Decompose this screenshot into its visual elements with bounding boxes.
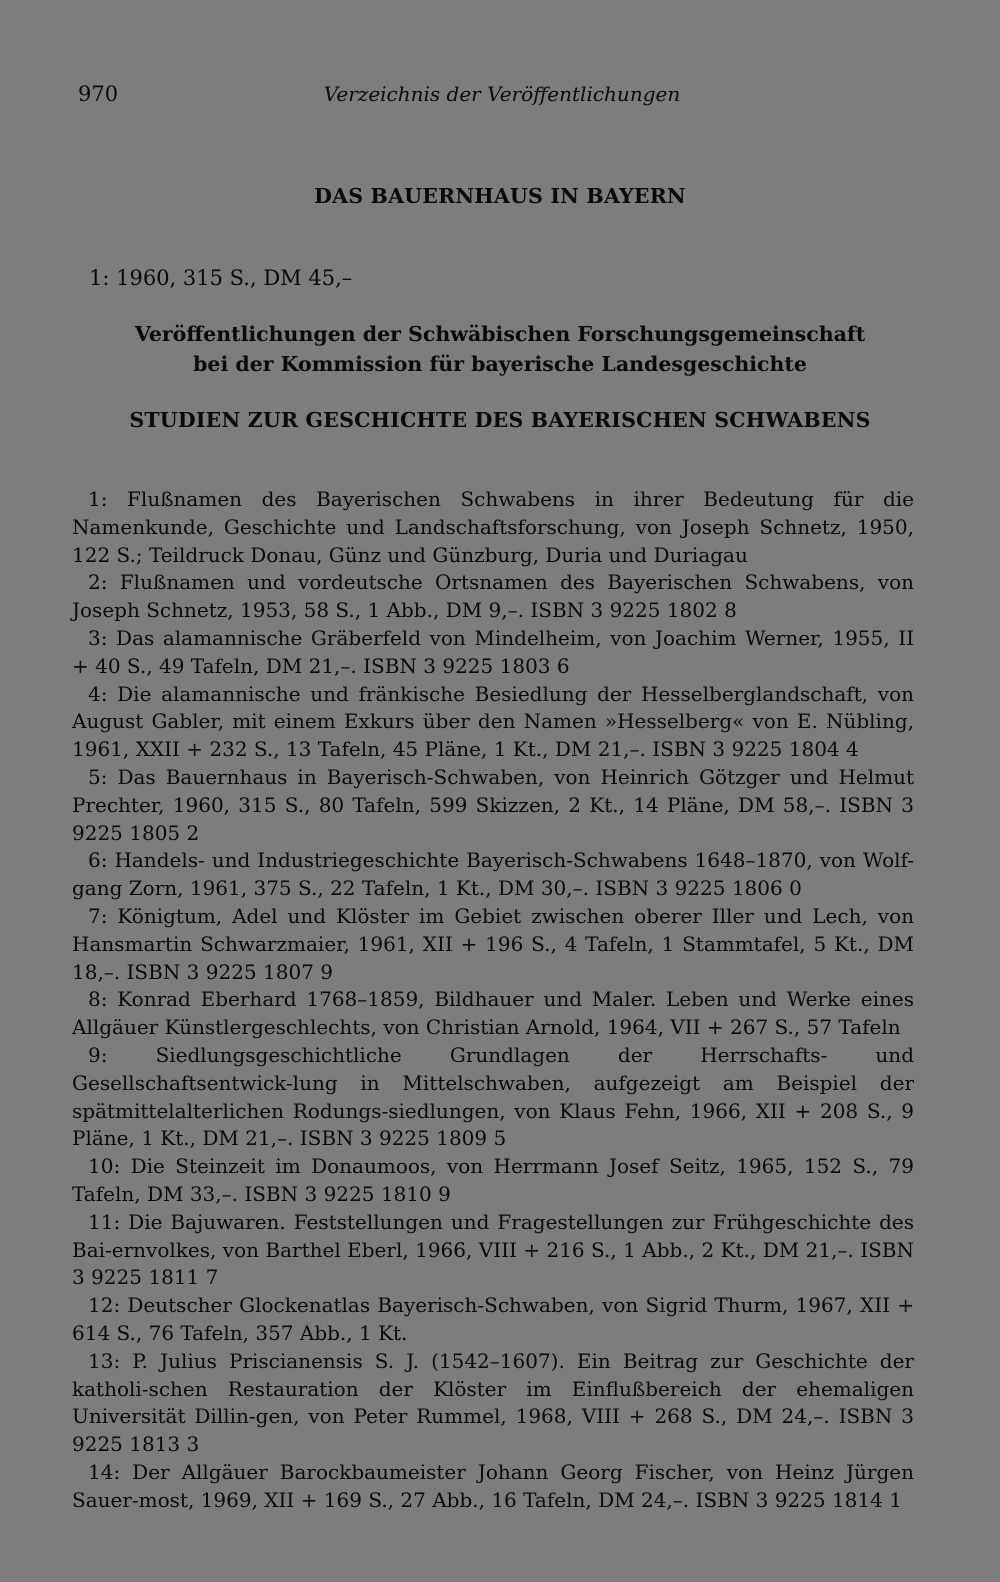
studies-title: STUDIEN ZUR GESCHICHTE DES BAYERISCHEN SCHWABENS — [129, 408, 871, 432]
publication-entry: 9: Siedlungsgeschichtliche Grundlagen der Herrschafts- und Gesellschaftsentwick-lung in Mittelschwaben, aufgezeigt am Beispiel der spätmittelalterlichen Rodungs-siedlungen, von Klaus Fehn, 1966, XII + 208 S., 9 Pläne, 1 Kt., DM 21,–. ISBN 3 9225 1809 5 — [72, 1042, 914, 1151]
running-head — [78, 82, 910, 112]
running-title: Verzeichnis der Veröffentlichungen — [323, 82, 681, 106]
series-title: DAS BAUERNHAUS IN BAYERN — [314, 184, 686, 208]
publication-entry: 10: Die Steinzeit im Donaumoos, von Herrmann Josef Seitz, 1965, 152 S., 79 Tafeln, DM 33,–. ISBN 3 9225 1810 9 — [72, 1154, 914, 1206]
publication-entry: 8: Konrad Eberhard 1768–1859, Bildhauer und Maler. Leben und Werke eines Allgäuer Künstlergeschlechts, von Christian Arnold, 1964, VII + 267 S., 57 Tafeln — [72, 987, 914, 1040]
organization-line-1: Veröffentlichungen der Schwäbischen Forschungsgemeinschaft — [134, 322, 866, 346]
organization-line-2: bei der Kommission für bayerische Landesgeschichte — [193, 352, 807, 376]
publication-entry: 6: Handels- und Industriegeschichte Bayerisch-Schwabens 1648–1870, von Wolf-gang Zorn, 1961, 375 S., 22 Tafeln, 1 Kt., DM 30,–. ISBN 3 9225 1806 0 — [72, 848, 914, 901]
publication-entry: 13: P. Julius Priscianensis S. J. (1542–1607). Ein Beitrag zur Geschichte der katholi-schen Restauration der Klöster im Einflußbereich der ehemaligen Universität Dillin-gen, von Peter Rummel, 1968, VIII + 268 S., DM 24,–. ISBN 3 9225 1813 3 — [72, 1348, 914, 1457]
publication-entry: 3: Das alamannische Gräberfeld von Mindelheim, von Joachim Werner, 1955, II + 40 S., 49 Tafeln, DM 21,–. ISBN 3 9225 1803 6 — [72, 625, 914, 678]
publication-entry: 1: Flußnamen des Bayerischen Schwabens in ihrer Bedeutung für die Namenkunde, Geschichte und Landschaftsforschung, von Joseph Schnetz, 1950, 122 S.; Teildruck Donau, Günz und Günzburg, Duria und Duriagau — [72, 487, 914, 567]
publication-list — [72, 486, 914, 1514]
publication-entry: 14: Der Allgäuer Barockbaumeister Johann Georg Fischer, von Heinz Jürgen Sauer-most, 1969, XII + 169 S., 27 Abb., 16 Tafeln, DM 24,–. ISBN 3 9225 1814 1 — [72, 1459, 914, 1512]
publication-entry: 2: Flußnamen und vordeutsche Ortsnamen des Bayerischen Schwabens, von Joseph Schnetz, 1953, 58 S., 1 Abb., DM 9,–. ISBN 3 9225 1802 8 — [72, 570, 914, 623]
publication-entry: 12: Deutscher Glockenatlas Bayerisch-Schwaben, von Sigrid Thurm, 1967, XII + 614 S., 76 Tafeln, 357 Abb., 1 Kt. — [72, 1293, 914, 1345]
publication-entry: 5: Das Bauernhaus in Bayerisch-Schwaben, von Heinrich Götzger und Helmut Prechter, 1960, 315 S., 80 Tafeln, 599 Skizzen, 2 Kt., 14 Pläne, DM 58,–. ISBN 3 9225 1805 2 — [72, 764, 914, 845]
publication-entry: 11: Die Bajuwaren. Feststellungen und Fragestellungen zur Frühgeschichte des Bai-ernvolkes, von Barthel Eberl, 1966, VIII + 216 S., 1 Abb., 2 Kt., DM 21,–. ISBN 3 9225 1811 7 — [72, 1209, 914, 1290]
publication-entry: 4: Die alamannische und fränkische Besiedlung der Hesselberglandschaft, von August Gabler, mit einem Exkurs über den Namen »Hesselberg« von E. Nübling, 1961, XXII + 232 S., 13 Tafeln, 45 Pläne, 1 Kt., DM 21,–. ISBN 3 9225 1804 4 — [72, 681, 914, 762]
organization-heading — [0, 319, 1000, 379]
publication-entry: 7: Königtum, Adel und Klöster im Gebiet zwischen oberer Iller und Lech, von Hansmartin Schwarzmaier, 1961, XII + 196 S., 4 Tafeln, 1 Stammtafel, 5 Kt., DM 18,–. ISBN 3 9225 1807 9 — [72, 903, 914, 984]
page-number: 970 — [78, 82, 119, 106]
series-volume: 1: 1960, 315 S., DM 45,– — [89, 266, 353, 290]
